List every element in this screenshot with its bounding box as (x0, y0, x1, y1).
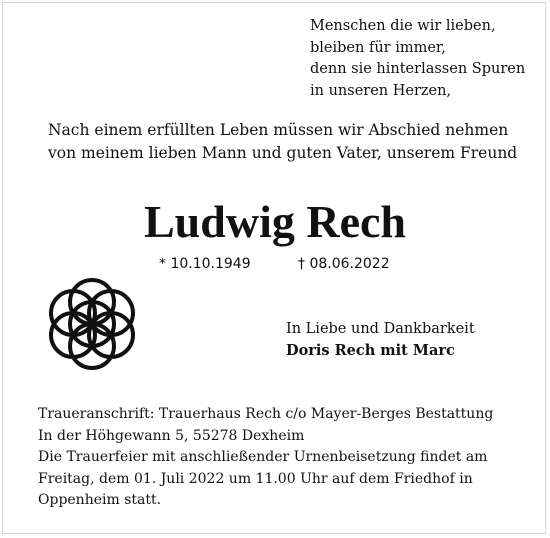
birth-date: * 10.10.1949 (159, 256, 251, 272)
poem (310, 16, 525, 102)
intro-line: von meinem lieben Mann und guten Vater, unserem Freund (48, 144, 518, 162)
mourning-address: Traueranschrift: Trauerhaus Rech c/o Mayer-Berges Bestattung (38, 406, 494, 422)
ceremony-line: Freitag, dem 01. Juli 2022 um 11.00 Uhr auf dem Friedhof in (38, 470, 473, 487)
poem-line: Menschen die wir lieben, (310, 18, 496, 34)
poem-line: in unseren Herzen, (310, 82, 452, 99)
ceremony-line: Die Trauerfeier mit anschließender Urnenbeisetzung findet am (38, 449, 488, 465)
ceremony-line: Oppenheim statt. (38, 492, 162, 508)
poem-line: denn sie hinterlassen Spuren (310, 61, 526, 77)
intro-line: Nach einem erfüllten Leben müssen wir Abschied nehmen (48, 121, 509, 139)
poem-line: bleiben für immer, (310, 39, 446, 56)
street-address: In der Höhgewann 5, 55278 Dexheim (38, 427, 305, 444)
signers: Doris Rech mit Marc (286, 342, 455, 359)
flower-of-life-icon (44, 276, 140, 372)
deceased-name: Ludwig Rech (144, 196, 406, 247)
funeral-details (38, 404, 493, 512)
closing-line: In Liebe und Dankbarkeit (286, 321, 475, 337)
intro-text (48, 119, 517, 165)
death-date: † 08.06.2022 (298, 256, 390, 272)
closing-block (286, 318, 475, 362)
